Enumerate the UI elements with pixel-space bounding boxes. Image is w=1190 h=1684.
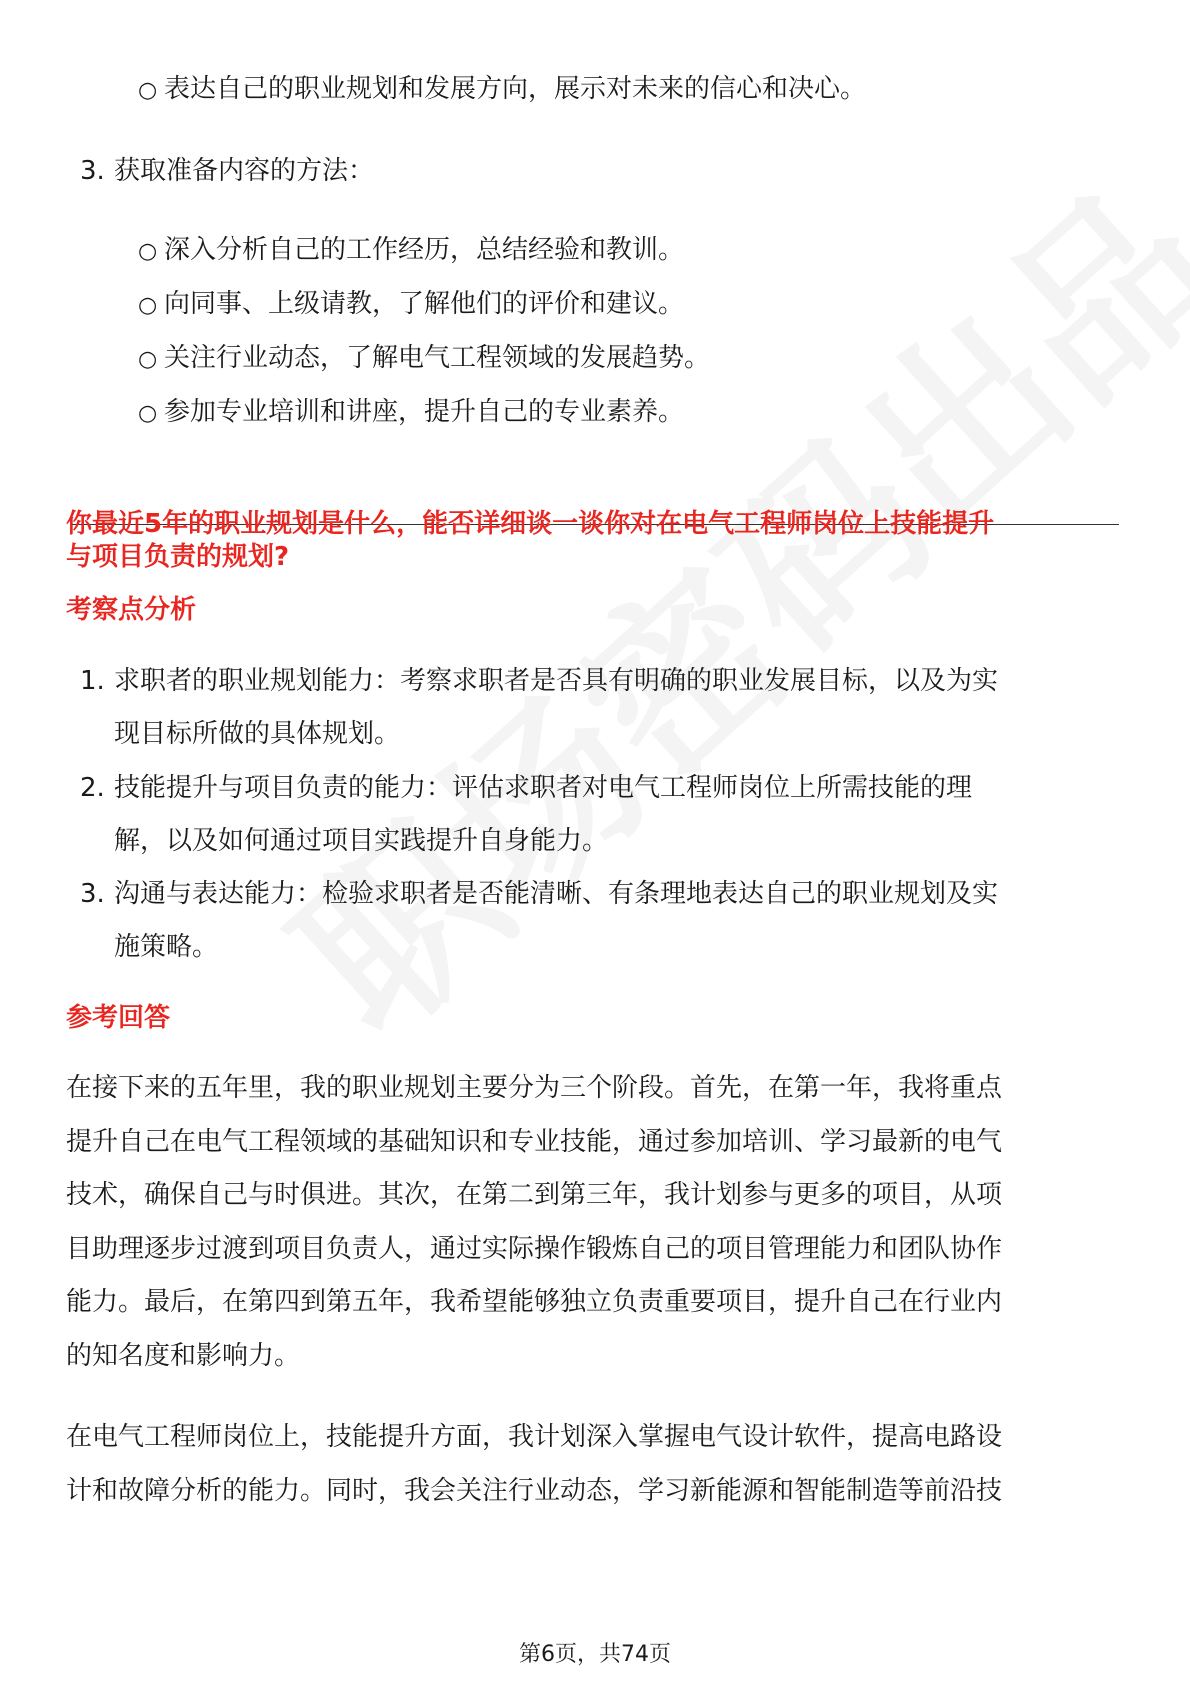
analysis-item-line: 沟通与表达能力：检验求职者是否能清晰、有条理地表达自己的职业规划及实 bbox=[114, 879, 999, 909]
list-item: 向同事、上级请教，了解他们的评价和建议。 bbox=[164, 289, 685, 319]
question-line-1: 你最近5年的职业规划是什么，能否详细谈一谈你对在电气工程师岗位上技能提升 bbox=[66, 509, 995, 539]
answer-paragraph-line: 目助理逐步过渡到项目负责人，通过实际操作锻炼自己的项目管理能力和团队协作 bbox=[66, 1234, 1003, 1264]
bullet-glyph: ○ bbox=[138, 78, 158, 103]
bullet-glyph: ○ bbox=[138, 239, 158, 264]
question-line-2: 与项目负责的规划? bbox=[66, 542, 290, 572]
answer-paragraph-line: 能力。最后，在第四到第五年，我希望能够独立负责重要项目，提升自己在行业内 bbox=[66, 1287, 1003, 1317]
page-footer: 第6页，共74页 bbox=[519, 1642, 671, 1667]
list-item: 深入分析自己的工作经历，总结经验和教训。 bbox=[164, 235, 685, 265]
list-number: 2. bbox=[80, 773, 105, 803]
analysis-item-line: 现目标所做的具体规划。 bbox=[114, 719, 401, 749]
bullet-glyph: ○ bbox=[138, 293, 158, 318]
answer-paragraph-line: 提升自己在电气工程领域的基础知识和专业技能，通过参加培训、学习最新的电气 bbox=[66, 1127, 1003, 1157]
list-number: 1. bbox=[80, 666, 105, 696]
analysis-heading: 考察点分析 bbox=[66, 595, 197, 625]
analysis-item-line: 技能提升与项目负责的能力：评估求职者对电气工程师岗位上所需技能的理 bbox=[114, 773, 973, 803]
answer-paragraph-line: 在电气工程师岗位上，技能提升方面，我计划深入掌握电气设计软件，提高电路设 bbox=[66, 1422, 1003, 1452]
answer-paragraph-line: 计和故障分析的能力。同时，我会关注行业动态，学习新能源和智能制造等前沿技 bbox=[66, 1476, 1003, 1506]
list-number: 3. bbox=[80, 879, 105, 909]
answer-paragraph-line: 的知名度和影响力。 bbox=[66, 1341, 301, 1371]
answer-heading: 参考回答 bbox=[66, 1003, 171, 1033]
analysis-item-line: 求职者的职业规划能力：考察求职者是否具有明确的职业发展目标，以及为实 bbox=[114, 666, 999, 696]
list-item: 表达自己的职业规划和发展方向，展示对未来的信心和决心。 bbox=[164, 74, 867, 104]
bullet-glyph: ○ bbox=[138, 347, 158, 372]
answer-paragraph-line: 技术，确保自己与时俱进。其次，在第二到第三年，我计划参与更多的项目，从项 bbox=[66, 1180, 1003, 1210]
analysis-item-line: 施策略。 bbox=[114, 932, 219, 962]
list-number: 3. bbox=[80, 156, 105, 186]
analysis-item-line: 解，以及如何通过项目实践提升自身能力。 bbox=[114, 826, 609, 856]
section-title: 获取准备内容的方法： bbox=[114, 156, 375, 186]
bullet-glyph: ○ bbox=[138, 401, 158, 426]
answer-paragraph-line: 在接下来的五年里，我的职业规划主要分为三个阶段。首先，在第一年，我将重点 bbox=[66, 1073, 1003, 1103]
list-item: 参加专业培训和讲座，提升自己的专业素养。 bbox=[164, 397, 685, 427]
list-item: 关注行业动态，了解电气工程领域的发展趋势。 bbox=[164, 343, 711, 373]
